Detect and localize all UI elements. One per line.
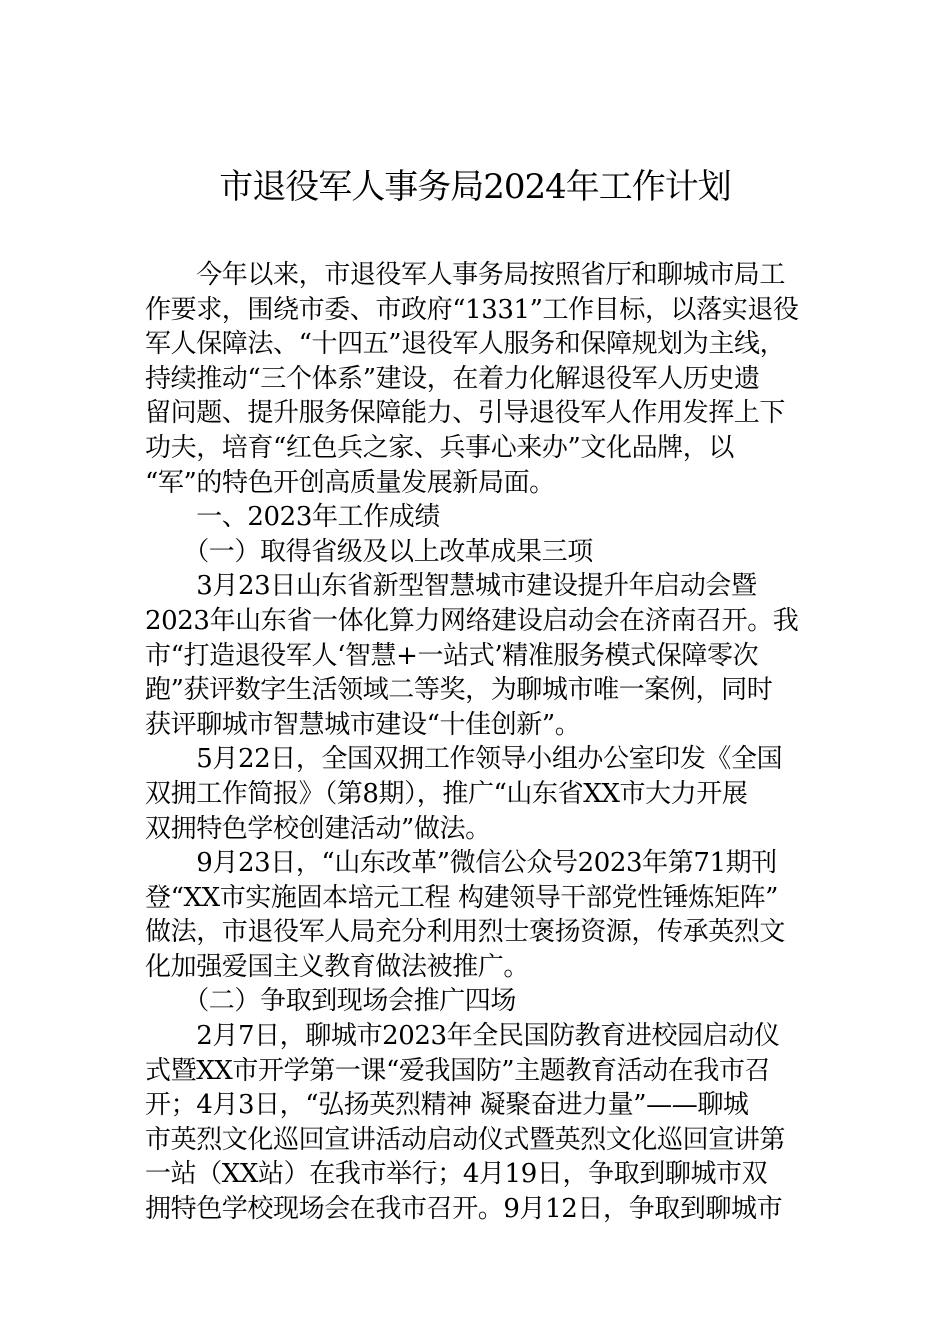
body-text-line: （一）取得省级及以上改革成果三项 bbox=[145, 536, 593, 567]
body-text-line: 持续推动“三个体系”建设，在着力化解退役军人历史遗 bbox=[145, 363, 760, 394]
body-text-line: 式暨XX市开学第一课“爱我国防”主题教育活动在我市召 bbox=[145, 1055, 771, 1086]
body-text-line: 2月7日，聊城市2023年全民国防教育进校园启动仪 bbox=[145, 1021, 780, 1052]
body-text-line: 3月23日山东省新型智慧城市建设提升年启动会暨 bbox=[145, 571, 757, 602]
document-title: 市退役军人事务局2024年工作计划 bbox=[219, 167, 731, 207]
body-text-line: 获评聊城市智慧城市建设“十佳创新”。 bbox=[145, 709, 581, 740]
body-text-line: “军”的特色开创高质量发展新局面。 bbox=[145, 467, 555, 498]
body-text-line: 一站（XX站）在我市举行；4月19日，争取到聊城市双 bbox=[145, 1159, 768, 1190]
body-text-line: 化加强爱国主义教育做法被推广。 bbox=[145, 951, 530, 982]
body-text-line: 登“XX市实施固本培元工程 构建领导干部党性锤炼矩阵” bbox=[145, 882, 779, 913]
body-text-line: 作要求，围绕市委、市政府“1331”工作目标，以落实退役 bbox=[145, 294, 799, 325]
body-text-line: 双拥特色学校创建活动”做法。 bbox=[145, 813, 491, 844]
body-text-line: 留问题、提升服务保障能力、引导退役军人作用发挥上下 bbox=[145, 398, 786, 429]
body-text-line: 5月22日，全国双拥工作领导小组办公室印发《全国 bbox=[145, 744, 783, 775]
body-text-line: 做法，市退役军人局充分利用烈士褒扬资源，传承英烈文 bbox=[145, 917, 786, 948]
body-text-line: 2023年山东省一体化算力网络建设启动会在济南召开。我 bbox=[145, 605, 799, 636]
body-text-line: 军人保障法、“十四五”退役军人服务和保障规划为主线， bbox=[145, 329, 786, 360]
body-text-line: 功夫，培育“红色兵之家、兵事心来办”文化品牌，以 bbox=[145, 432, 734, 463]
body-text-line: 市英烈文化巡回宣讲活动启动仪式暨英烈文化巡回宣讲第 bbox=[145, 1124, 786, 1155]
body-text-line: 今年以来，市退役军人事务局按照省厅和聊城市局工 bbox=[145, 260, 786, 290]
body-text-line: 一、2023年工作成绩 bbox=[145, 502, 440, 533]
body-text-line: 9月23日，“山东改革”微信公众号2023年第71期刊 bbox=[145, 848, 777, 879]
body-text-line: （二）争取到现场会推广四场 bbox=[145, 986, 517, 1017]
body-text-line: 跑”获评数字生活领域二等奖，为聊城市唯一案例，同时 bbox=[145, 675, 773, 706]
body-text-line: 市“打造退役军人‘智慧+一站式’精准服务模式保障零次 bbox=[145, 640, 759, 671]
body-text-line: 开；4月3日，“弘扬英烈精神 凝聚奋进力量”——聊城 bbox=[145, 1090, 749, 1121]
body-text-line: 拥特色学校现场会在我市召开。9月12日，争取到聊城市 bbox=[145, 1194, 783, 1225]
document-body bbox=[145, 258, 807, 1227]
body-text-line: 双拥工作简报》（第8期），推广“山东省XX市大力开展 bbox=[145, 778, 748, 809]
